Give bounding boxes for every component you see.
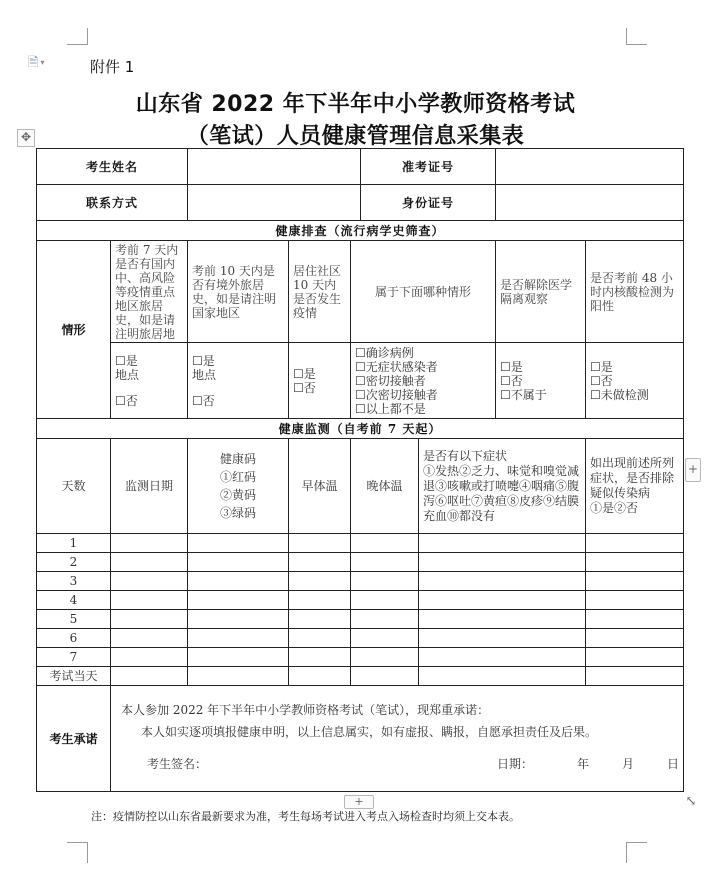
answer-nucleic-test[interactable] (586, 343, 684, 419)
answer-case-category[interactable] (351, 343, 496, 419)
evening-temp-cell[interactable] (351, 572, 419, 591)
table-row (37, 572, 684, 591)
symptoms-cell[interactable] (419, 648, 586, 667)
location-label: 地点 (192, 367, 217, 382)
id-field[interactable] (496, 185, 684, 221)
crop-mark-bottom-right (626, 842, 647, 863)
name-label: 考生姓名 (37, 149, 188, 185)
exclude-cell[interactable] (586, 553, 684, 572)
symptoms-cell[interactable] (419, 610, 586, 629)
option-no[interactable]: ☐否 (500, 373, 523, 388)
option-asymptomatic[interactable]: ☐无症状感染者 (355, 359, 438, 374)
footnote: 注：疫情防控以山东省最新要求为准，考生每场考试进入考点入场检查时均须上交本表。 (91, 810, 520, 823)
morning-temp-cell[interactable] (289, 591, 351, 610)
col-header-days: 天数 (37, 439, 111, 534)
col-header-health-code (188, 439, 289, 534)
answer-community-outbreak[interactable] (289, 343, 351, 419)
answer-quarantine-released[interactable] (496, 343, 586, 419)
commitment-label: 考生承诺 (37, 686, 111, 792)
document-icon[interactable]: 🗎 ▾ (28, 55, 45, 71)
exclude-cell[interactable] (586, 591, 684, 610)
symptoms-cell[interactable] (419, 629, 586, 648)
commitment-line2: 本人如实逐项填报健康申明，以上信息属实，如有虚报、瞒报，自愿承担责任及后果。 (141, 724, 598, 739)
year-label: 年 (577, 756, 590, 771)
day-number: 2 (37, 553, 111, 572)
id-label: 身份证号 (361, 185, 496, 221)
option-yes[interactable]: ☐是 (500, 359, 523, 374)
morning-temp-cell[interactable] (289, 572, 351, 591)
month-label: 月 (622, 756, 635, 771)
table-resize-handle-icon[interactable]: ⤡ (685, 794, 697, 809)
day-number: 3 (37, 572, 111, 591)
option-no[interactable]: ☐否 (192, 393, 215, 408)
add-row-icon[interactable]: + (344, 795, 374, 809)
morning-temp-cell[interactable] (289, 534, 351, 553)
col-header-morning-temp: 早体温 (289, 439, 351, 534)
option-not-applicable[interactable]: ☐不属于 (500, 387, 547, 402)
location-label: 地点 (115, 367, 140, 382)
table-row (37, 553, 684, 572)
health-code-red: ①红码 (220, 470, 257, 484)
option-no[interactable]: ☐否 (115, 393, 138, 408)
option-yes[interactable]: ☐是 (293, 366, 316, 381)
signature-label: 考生签名： (147, 756, 208, 771)
exclude-cell[interactable] (586, 534, 684, 553)
code-cell[interactable] (188, 648, 289, 667)
day-label: 日 (667, 756, 680, 771)
code-cell[interactable] (188, 629, 289, 648)
code-cell[interactable] (188, 553, 289, 572)
date-label: 日期： (497, 756, 534, 771)
symptoms-cell[interactable] (419, 553, 586, 572)
health-code-green: ③绿码 (220, 506, 257, 520)
evening-temp-cell[interactable] (351, 591, 419, 610)
symptoms-cell[interactable] (419, 534, 586, 553)
ticket-field[interactable] (496, 149, 684, 185)
question-overseas-travel: 考前 10 天内是否有境外旅居史，如是请注明国家地区 (188, 241, 289, 343)
col-header-exclude-infection: 如出现前述所列症状，是否排除疑似传染病 ①是②否 (586, 439, 684, 534)
question-quarantine-released: 是否解除医学隔离观察 (496, 241, 586, 343)
evening-temp-cell[interactable] (351, 667, 419, 686)
evening-temp-cell[interactable] (351, 629, 419, 648)
table-row (37, 591, 684, 610)
option-no[interactable]: ☐否 (590, 373, 613, 388)
screening-section-title: 健康排查（流行病学史筛查） (37, 221, 684, 241)
page-title-line1: 山东省 2022 年下半年中小学教师资格考试 (135, 92, 576, 117)
question-case-category: 属于下面哪种情形 (351, 241, 496, 343)
health-code-label: 健康码 (220, 452, 257, 466)
symptoms-cell[interactable] (419, 572, 586, 591)
morning-temp-cell[interactable] (289, 553, 351, 572)
commitment-cell (111, 686, 684, 792)
morning-temp-cell[interactable] (289, 648, 351, 667)
crop-mark-top-left (67, 28, 88, 45)
date-cell[interactable] (111, 534, 188, 553)
contact-field[interactable] (188, 185, 361, 221)
table-row (37, 667, 684, 686)
evening-temp-cell[interactable] (351, 534, 419, 553)
table-move-handle-icon[interactable]: ✥ (17, 129, 35, 147)
day-number: 5 (37, 610, 111, 629)
day-number: 1 (37, 534, 111, 553)
date-cell[interactable] (111, 648, 188, 667)
health-form-table (36, 148, 684, 792)
code-cell[interactable] (188, 667, 289, 686)
answer-overseas-travel[interactable] (188, 343, 289, 419)
chevron-down-icon: ▾ (40, 58, 45, 67)
option-not-tested[interactable]: ☐未做检测 (590, 387, 649, 402)
col-header-date: 监测日期 (111, 439, 188, 534)
exclude-cell[interactable] (586, 648, 684, 667)
crop-mark-bottom-left (67, 842, 88, 863)
table-row (37, 629, 684, 648)
table-row (37, 610, 684, 629)
exclude-cell[interactable] (586, 572, 684, 591)
code-cell[interactable] (188, 534, 289, 553)
day-number: 7 (37, 648, 111, 667)
date-cell[interactable] (111, 667, 188, 686)
exclude-cell[interactable] (586, 610, 684, 629)
col-header-symptoms: 是否有以下症状 ①发热②乏力、味觉和嗅觉减退③咳嗽或打喷嚏④咽痛⑤腹泻⑥呕吐⑦黄疸⑧皮疹⑨结膜充血⑩都没有 (419, 439, 586, 534)
option-close-contact[interactable]: ☐密切接触者 (355, 373, 426, 388)
evening-temp-cell[interactable] (351, 553, 419, 572)
symptoms-cell[interactable] (419, 591, 586, 610)
day-number: 6 (37, 629, 111, 648)
question-community-outbreak: 居住社区 10 天内是否发生疫情 (289, 241, 351, 343)
morning-temp-cell[interactable] (289, 629, 351, 648)
option-secondary-contact[interactable]: ☐次密切接触者 (355, 387, 438, 402)
commitment-line1: 本人参加 2022 年下半年中小学教师资格考试（笔试），现郑重承诺： (121, 702, 490, 717)
morning-temp-cell[interactable] (289, 610, 351, 629)
attachment-label: 附件 1 (90, 58, 135, 76)
crop-mark-top-right (626, 28, 647, 45)
table-row (37, 534, 684, 553)
add-column-icon[interactable]: + (685, 458, 701, 482)
exclude-cell[interactable] (586, 629, 684, 648)
page-title-line2: （笔试）人员健康管理信息采集表 (186, 124, 525, 149)
date-cell[interactable] (111, 629, 188, 648)
monitoring-section-title: 健康监测（自考前 7 天起） (37, 419, 684, 439)
date-cell[interactable] (111, 553, 188, 572)
code-cell[interactable] (188, 610, 289, 629)
code-cell[interactable] (188, 591, 289, 610)
option-none-of-above[interactable]: ☐以上都不是 (355, 401, 426, 416)
morning-temp-cell[interactable] (289, 667, 351, 686)
col-header-evening-temp: 晚体温 (351, 439, 419, 534)
day-number: 4 (37, 591, 111, 610)
evening-temp-cell[interactable] (351, 610, 419, 629)
ticket-label: 准考证号 (361, 149, 496, 185)
code-cell[interactable] (188, 572, 289, 591)
date-cell[interactable] (111, 572, 188, 591)
day-number: 考试当天 (37, 667, 111, 686)
question-domestic-travel: 考前 7 天内是否有国内中、高风险等疫情重点地区旅居史，如是请注明旅居地 (111, 241, 188, 343)
table-row (37, 648, 684, 667)
date-cell[interactable] (111, 610, 188, 629)
exclude-cell[interactable] (586, 667, 684, 686)
date-cell[interactable] (111, 591, 188, 610)
name-field[interactable] (188, 149, 361, 185)
option-yes[interactable]: ☐是 (192, 353, 215, 368)
situation-label: 情形 (37, 241, 111, 419)
evening-temp-cell[interactable] (351, 648, 419, 667)
option-yes[interactable]: ☐是 (590, 359, 613, 374)
option-no[interactable]: ☐否 (293, 380, 316, 395)
question-nucleic-test-positive: 是否考前 48 小时内核酸检测为阳性 (586, 241, 684, 343)
health-code-yellow: ②黄码 (220, 488, 257, 502)
signature-row (117, 749, 680, 779)
option-yes[interactable]: ☐是 (115, 353, 138, 368)
symptoms-cell[interactable] (419, 667, 586, 686)
option-confirmed-case[interactable]: ☐确诊病例 (355, 345, 414, 360)
answer-domestic-travel[interactable] (111, 343, 188, 419)
contact-label: 联系方式 (37, 185, 188, 221)
